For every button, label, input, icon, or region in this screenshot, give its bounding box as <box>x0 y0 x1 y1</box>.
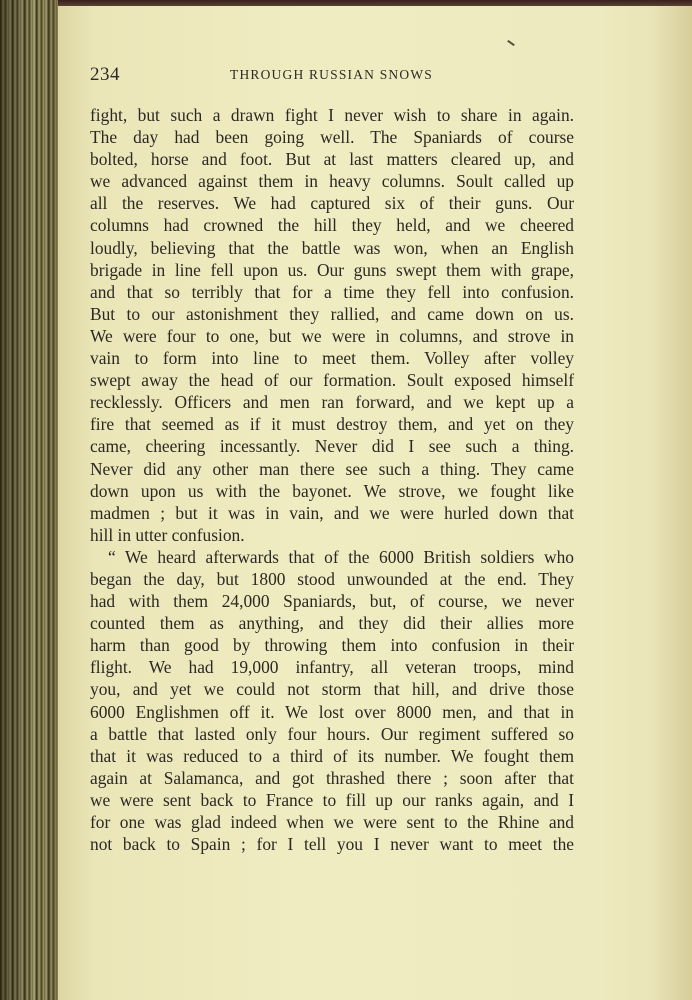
text-line: a battle that lasted only four hours. Our regiment suffered so <box>90 723 574 744</box>
text-line: loudly, believing that the battle was won, when an English <box>90 237 574 258</box>
text-line: down upon us with the bayonet. We strove, we fought like <box>90 480 574 501</box>
text-line: you, and yet we could not storm that hill, and drive those <box>90 679 574 700</box>
text-line: harm than good by throwing them into confusion in their <box>90 635 574 656</box>
text-line: that it was reduced to a third of its number. We fought them <box>90 745 574 766</box>
running-head: THROUGH RUSSIAN SNOWS <box>230 67 433 82</box>
text-line: all the reserves. We had captured six of their guns. Our <box>90 193 574 214</box>
text-line: vain to form into line to meet them. Volley after volley <box>90 348 574 369</box>
text-line: The day had been going well. The Spaniards of course <box>90 127 574 148</box>
text-line: again at Salamanca, and got thrashed there ; soon after that <box>90 767 574 788</box>
text-line: But to our astonishment they rallied, and came down on us. <box>90 303 574 324</box>
text-line: we were sent back to France to fill up our ranks again, and I <box>90 789 574 810</box>
paragraph-start-line: “ We heard afterwards that of the 6000 British soldiers who <box>108 546 574 567</box>
text-line: came, cheering incessantly. Never did I see such a thing. <box>90 436 574 457</box>
spine-shadow <box>0 0 58 1000</box>
text-line: fight, but such a drawn fight I never wish to share in again. <box>90 105 574 125</box>
text-line: flight. We had 19,000 infantry, all veteran troops, mind <box>90 657 574 678</box>
text-line: counted them as anything, and they did their allies more <box>90 613 574 634</box>
text-line: brigade in line fell upon us. Our guns swept them with grape, <box>90 259 574 280</box>
text-line: for one was glad indeed when we were sent to the Rhine and <box>90 812 574 832</box>
page-header <box>90 64 550 90</box>
text-line: began the day, but 1800 stood unwounded at the end. They <box>90 568 574 589</box>
text-line: fire that seemed as if it must destroy them, and yet on they <box>90 414 574 435</box>
text-line: recklessly. Officers and men ran forward, and we kept up a <box>90 392 574 413</box>
text-line: had with them 24,000 Spaniards, but, of course, we never <box>90 591 574 612</box>
text-line: We were four to one, but we were in columns, and strove in <box>90 325 574 346</box>
text-line: 6000 Englishmen off it. We lost over 8000 men, and that in <box>90 701 574 722</box>
page-number: 234 <box>90 64 120 85</box>
text-line: columns had crowned the hill they held, and we cheered <box>90 215 574 236</box>
text-line: we advanced against them in heavy columns. Soult called up <box>90 171 574 192</box>
text-line: swept away the head of our formation. Soult exposed himself <box>90 370 574 391</box>
text-line: not back to Spain ; for I tell you I never want to meet the <box>90 834 574 855</box>
body-text <box>90 104 574 855</box>
text-line: madmen ; but it was in vain, and we were hurled down that <box>90 502 574 523</box>
page-right-shade <box>652 6 692 1000</box>
text-line: and that so terribly that for a time they fell into confusion. <box>90 281 574 302</box>
text-line: Never did any other man there see such a thing. They came <box>90 458 574 479</box>
paragraph-end-line: hill in utter confusion. <box>90 524 245 545</box>
text-line: bolted, horse and foot. But at last matters cleared up, and <box>90 149 574 170</box>
